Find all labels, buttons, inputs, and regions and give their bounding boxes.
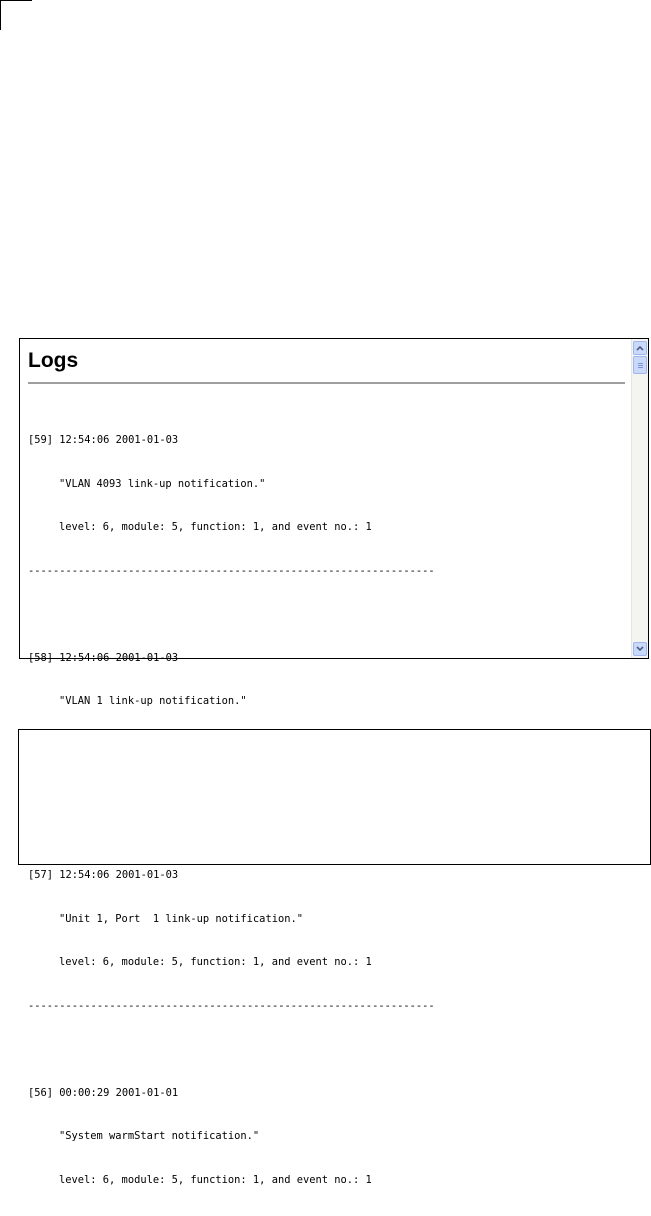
log-entry-message: "System warmStart notification.": [28, 1129, 628, 1144]
page-title: Logs: [28, 349, 628, 373]
log-entry-message: "VLAN 1 link-up notification.": [28, 694, 628, 709]
log-entry-header: [59] 12:54:06 2001-01-03: [28, 433, 628, 448]
log-entry-header: [57] 12:54:06 2001-01-03: [28, 868, 628, 883]
scroll-up-button[interactable]: [633, 341, 647, 355]
scroll-down-button[interactable]: [633, 642, 647, 656]
log-entry-details: level: 6, module: 5, function: 1, and event no.: 1: [28, 520, 628, 535]
log-entry-details: level: 6, module: 5, function: 1, and event no.: 1: [28, 955, 628, 970]
crop-mark: [0, 0, 32, 30]
log-entry-header: [56] 00:00:29 2001-01-01: [28, 1086, 628, 1101]
vertical-scrollbar[interactable]: [631, 339, 648, 658]
log-entry-message: "Unit 1, Port 1 link-up notification.": [28, 912, 628, 927]
title-divider: [28, 382, 625, 384]
logs-window: [19, 338, 649, 659]
log-entry-details: level: 6, module: 5, function: 1, and event no.: 1: [28, 1173, 628, 1188]
empty-note-box: [18, 729, 651, 865]
thumb-grip-line: [638, 367, 643, 368]
chevron-up-icon: [636, 345, 644, 351]
chevron-down-icon: [636, 646, 644, 652]
log-separator: -----------------------------------------------------------------: [28, 564, 628, 579]
log-entry: [28, 404, 628, 607]
thumb-grip-line: [638, 365, 643, 366]
log-separator: -----------------------------------------------------------------: [28, 999, 628, 1014]
log-entry: [28, 839, 628, 1042]
thumb-grip-line: [638, 363, 643, 364]
log-entry-header: [58] 12:54:06 2001-01-03: [28, 651, 628, 666]
scroll-thumb[interactable]: [633, 356, 647, 374]
log-entry-message: "VLAN 4093 link-up notification.": [28, 477, 628, 492]
logs-content-pane[interactable]: [28, 339, 628, 660]
log-entry: [28, 1057, 628, 1216]
